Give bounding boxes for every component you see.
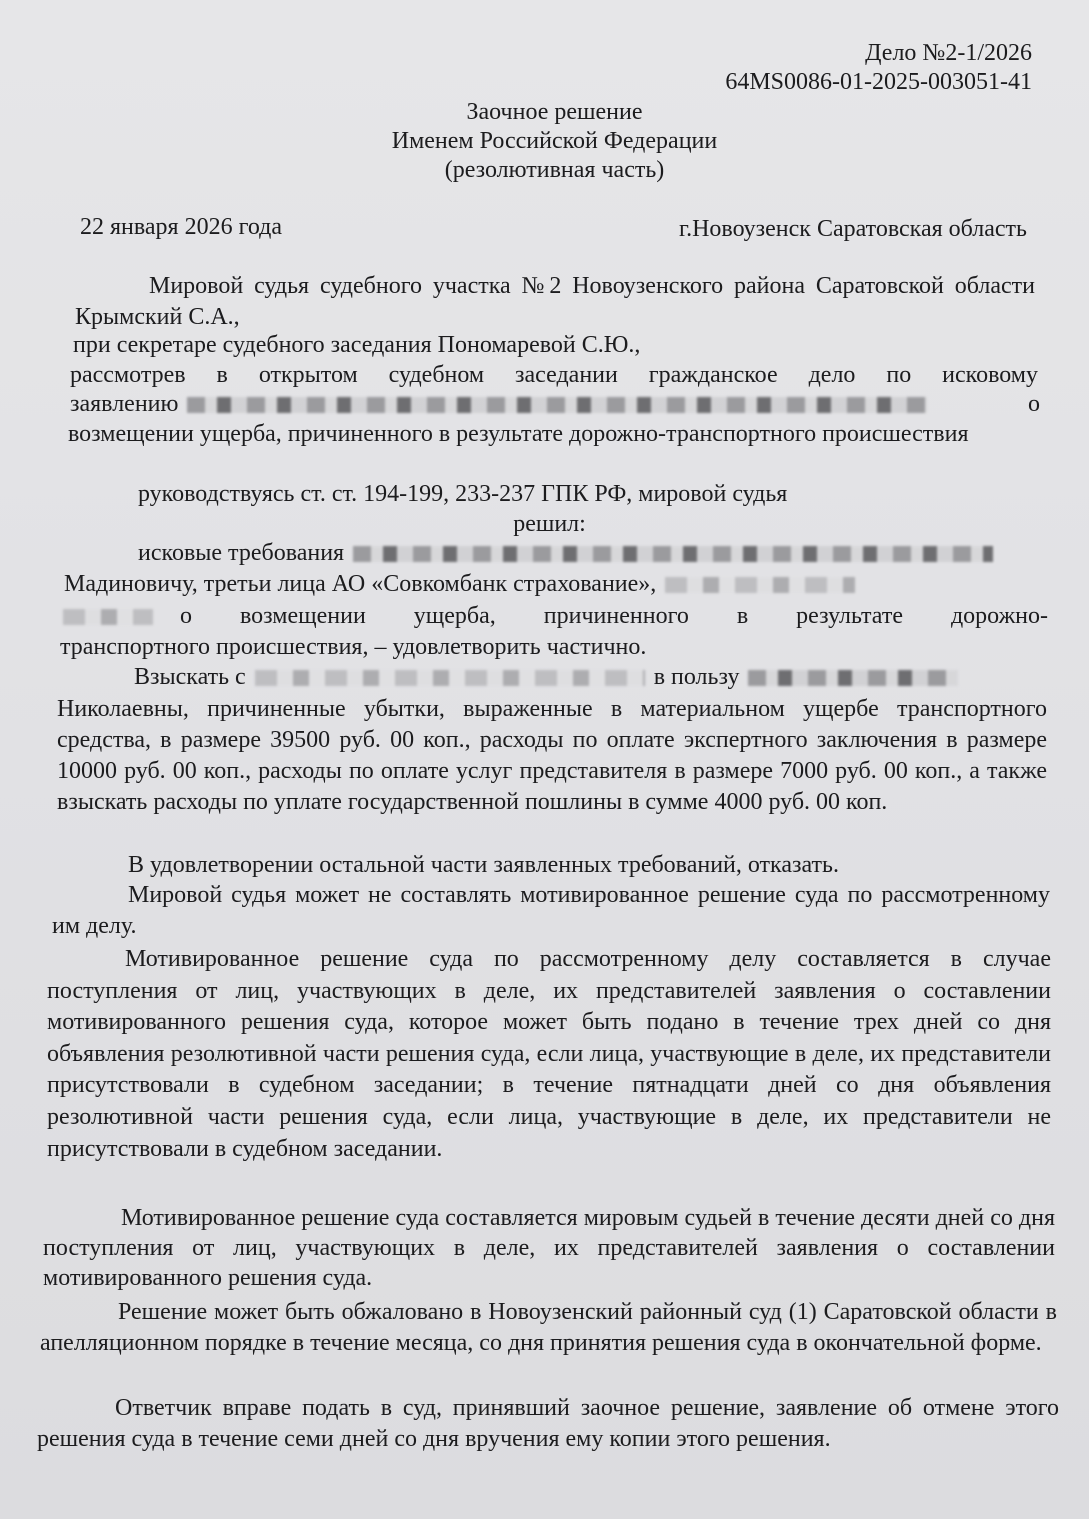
decision-p6: Мотивированное решение суда составляется мировым судьей в течение десяти дней со дня поступления от лиц, участвующих в деле, их представителей заявления о составлении мотивированного решения суда.: [43, 1205, 1055, 1291]
decision-p5: Мотивированное решение суда по рассмотренному делу составляется в случае поступления от лиц, участвующих в деле, их представителей заявления о составлении мотивированного решения суда, которое может быть подано в течение трех дней со дня объявления резолютивной части решения суда, если лица, участвующие в деле, их представители присутствовали в судебном заседании; в течение пятнадцати дней со дня объявления резолютивной части решения суда, если лица, участвующие в деле, их представители не присутствовали в судебном заседании.: [47, 946, 1051, 1162]
word-application: заявлению: [70, 391, 179, 417]
redacted-parties-1: [353, 546, 993, 562]
redacted-beneficiary: [748, 670, 958, 686]
case-number: Дело №2-1/2026: [865, 40, 1032, 66]
decision-p1-line4: транспортного происшествия, – удовлетворить частично.: [60, 634, 647, 660]
paragraph-judge: Мировой судья судебного участка №2 Новоузенского района Саратовской области Крымский С.А.,: [75, 273, 1035, 330]
word-about: о: [1028, 391, 1040, 417]
decision-date: 22 января 2026 года: [80, 214, 283, 240]
decision-p1-line3: [60, 601, 1048, 631]
decision-p3: В удовлетворении остальной части заявленных требований, отказать.: [128, 852, 839, 878]
redacted-third-party: [665, 577, 855, 593]
document-part-label: (резолютивная часть): [444, 157, 665, 183]
paragraph-secretary: при секретаре судебного заседания Пономаревой С.Ю.,: [73, 332, 641, 358]
decision-p2-start: Взыскать с: [134, 664, 246, 690]
redacted-defendant: [255, 670, 645, 686]
document-title: Заочное решение: [466, 99, 643, 125]
decision-p8: Ответчик вправе подать в суд, принявший заочное решение, заявление об отмене этого решения суда в течение семи дней со дня вручения ему копии этого решения.: [37, 1395, 1059, 1452]
document-subtitle: Именем Российской Федерации: [391, 128, 718, 154]
decision-p1-start: исковые требования: [138, 540, 345, 566]
case-id: 64MS0086-01-2025-003051-41: [725, 69, 1032, 95]
paragraph-considered-line1: рассмотрев в открытом судебном заседании гражданское дело по исковому: [70, 362, 1038, 388]
redacted-third-party-2: [63, 609, 153, 625]
decision-p2-line1: [134, 662, 1048, 692]
decided-heading: решил:: [513, 511, 586, 537]
decision-p1-line1: [138, 538, 1033, 568]
decision-p1-line2-text: Мадиновичу, третьи лица АО «Совкомбанк страхование»,: [64, 571, 657, 597]
paragraph-considered-line3: возмещении ущерба, причиненного в результате дорожно-транспортного происшествия: [68, 421, 969, 447]
decision-place: г.Новоузенск Саратовская область: [678, 216, 1027, 242]
decision-p2-body: Николаевны, причиненные убытки, выраженные в материальном ущербе транспортного средства, в размере 39500 руб. 00 коп., расходы по оплате экспертного заключения в размере 10000 руб. 00 коп., расходы по оплате услуг представителя в размере 7000 руб. 00 коп., а также взыскать расходы по уплате государственной пошлины в сумме 4000 руб. 00 коп.: [57, 696, 1047, 815]
decision-p1-line2: [64, 569, 1034, 599]
decision-p7: Решение может быть обжаловано в Новоузенский районный суд (1) Саратовской области в апелляционном порядке в течение месяца, со дня принятия решения суда в окончательной форме.: [40, 1299, 1057, 1356]
decision-p1-line3-text: о возмещении ущерба, причиненного в результате дорожно-: [180, 603, 1048, 629]
paragraph-guided: руководствуясь ст. ст. 194-199, 233-237 ГПК РФ, мировой судья: [138, 481, 788, 507]
decision-p2-mid: в пользу: [653, 664, 740, 690]
redacted-plaintiff: [187, 397, 927, 413]
paragraph-considered-line2: [70, 389, 1040, 419]
decision-p4: Мировой судья может не составлять мотивированное решение суда по рассмотренному им делу.: [52, 882, 1050, 939]
